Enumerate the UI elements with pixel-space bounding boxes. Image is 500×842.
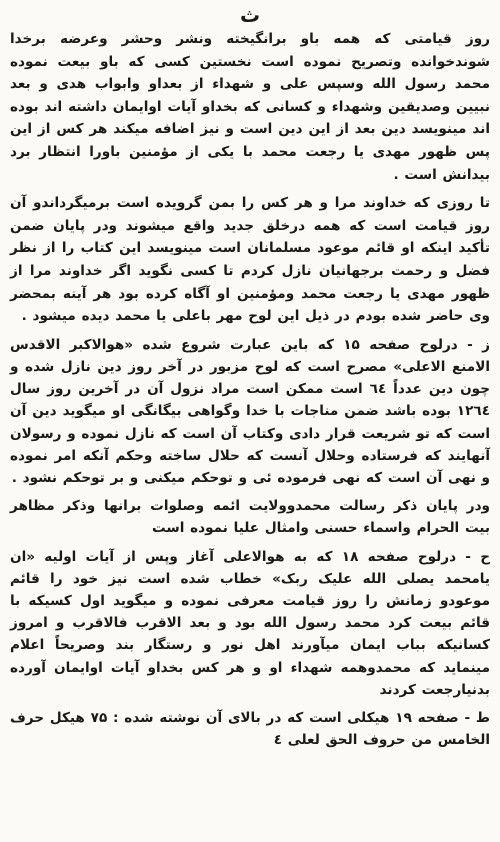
paragraph-closing-z: ودر پایان ذکر رسالت محمدوولایت ائمه وصلوات برانها وذکر مظاهر بیت الحرام واسماء حسنی وامثال علیا نموده است bbox=[10, 498, 490, 537]
paragraph-return: تا روزی که خداوند مرا و هر کس را بمن گرویده است برمیگرداندو آن روز قیامت است که همه درخلق جدید واقع میشوند ودر پایان ضمن تأکید اینکه او قائم موعود مسلمانان است مینویسد این کتاب را از نظر فضل و رحمت برجهانیان نازل کردم تا کسی نگوید اگر خداوند مرا از ظهور مهدی یا رجعت محمد ومؤمنین او آگاه کرده بود هر آینه بمحضر وی حاضر شده بودم در ذیل این لوح مهر باعلی یا محمد دیده میشود . bbox=[10, 195, 490, 325]
paragraph-intro: روز قیامتی که همه باو برانگیخته ونشر وحشر وعرضه برخدا شوندخوانده وتصریح نموده است نخستین کسی که باو بیعت نموده محمد رسول الله وسپس علی و شهداء از بعداو وابواب هدی و بعد نبیین وصدیقین وشهداء و کسانی که بخداو آیات اوایمان داشته اند بوده اند مینویسد دین بعد از این دین است و نیز اضافه میکند هر کس از این پس ظهور مهدی یا رجعت محمد با یکی از مؤمنین باورا انتظار برد بیدانش است . bbox=[10, 31, 490, 183]
page-marker: ث bbox=[239, 3, 261, 27]
paragraph-section-h: ح - درلوح صفحه ۱۸ که به هوالاعلی آغاز وپس از آیات اولیه «ان یامحمد یصلی الله علیک ربک» خطاب شده است نیز خود را قائم موعودو زمانش را روز قیامت معرفی نموده و میگوید اول کسیکه با قائم بیعت کرد محمد رسول الله بود و بعد الاقرب فالاقرب و امروز کسانیکه بباب ایمان میآورند اهل نور و رستگار بند وصریحاً اعلام مینماید که محمدوهمه شهداء او و هر کس بخداو آیات اوایمان آورده بدنیارجعت کردند bbox=[10, 548, 490, 698]
paragraph-section-z: ز - درلوح صفحه ۱۵ که باین عبارت شروع شده «هوالاکبر الاقدس الامنع الاعلی» مصرح است که لوح مزبور در آخر روز دین نازل شده و چون دین عدداً ٦٤ است ممکن است مراد نزول آن در آخرین روز سال ١٢٦٤ بوده باشد ضمن مناجات با خدا وگواهی بیگانگی او میگوید دین آن است که تو شریعت قرار دادی وکتاب آن است که نازل نموده و رسولان آنهایند که فرستاده وحلال آنست که حلال ساخته وحکم آنکه امر نموده و نهی آن است که نهی فرموده ئی و توحکم میکنی و بر توحکم نشود . bbox=[10, 336, 490, 486]
paragraph-section-t: ط - صفحه ۱۹ هیکلی است که در بالای آن نوشته شده : ۷۵ هیکل حرف الخامس من حروف الحق لعلی ٤ bbox=[10, 709, 490, 749]
document-page bbox=[10, 4, 490, 838]
